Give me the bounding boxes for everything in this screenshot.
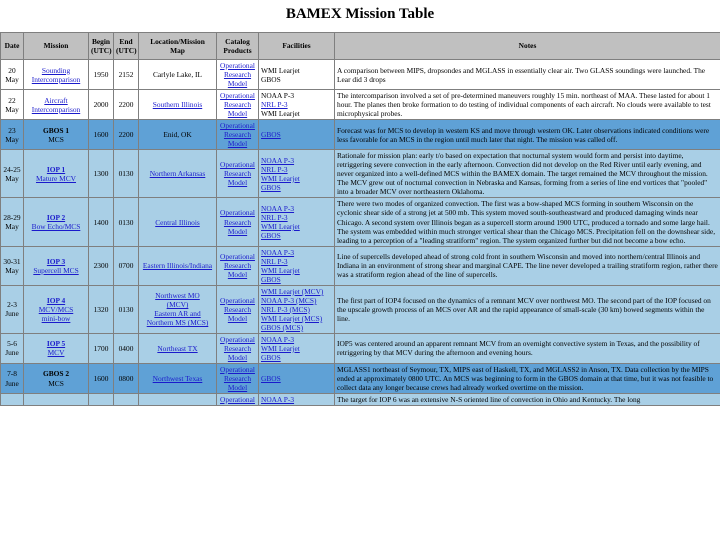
facilities-cell: NOAA P-3 NRL P-3 WMI Learjet xyxy=(259,90,335,120)
catalog-link[interactable]: Operational Research Model xyxy=(219,296,256,323)
table-row xyxy=(1,246,720,285)
table-row xyxy=(1,60,720,90)
notes-cell: There were two modes of organized convection. The first was a bow-shaped MCS forming in southern Wisconsin on the cyclonic shear side of a strong jet at 500 mb. This system moved south-southeastward and produced damaging winds near Chicago. A second system over Illinois began as a supercell storm around 1900 UTC, produced a tornado and some large hail. The system was embedded within much stronger vertical shear than the Chicago MCS. Precipitation fell on the downshear side, leading to a perception of a "leading stratiform" region. The system organized further but did not become a bow echo. xyxy=(335,198,720,246)
col-header-end: End (UTC) xyxy=(114,33,139,60)
facility-link[interactable]: NRL P-3 xyxy=(261,213,332,222)
date-cell: 5-6 June xyxy=(1,333,24,363)
facility-link[interactable]: NRL P-3 xyxy=(261,100,332,109)
location-cell xyxy=(139,90,217,120)
location-map-link[interactable]: Northern Arkansas xyxy=(150,169,206,178)
facilities-cell xyxy=(259,363,335,393)
location-cell xyxy=(139,333,217,363)
location-cell: Enid, OK xyxy=(139,120,217,150)
table-row xyxy=(1,363,720,393)
date-cell: 28-29 May xyxy=(1,198,24,246)
mission-link[interactable]: mini-bow xyxy=(26,314,86,323)
notes-cell: The first part of IOP4 focused on the dynamics of a remnant MCV over northwest MO. The second part of the IOP focused on the upscale growth process of an MCS over AR and the rapid appearance of small-scale (30 km) bowed segments within the line. xyxy=(335,285,720,333)
date-cell xyxy=(1,394,24,406)
facility-link[interactable]: WMI Learjet xyxy=(261,266,332,275)
location-cell xyxy=(139,394,217,406)
table-row xyxy=(1,333,720,363)
table-row xyxy=(1,394,720,406)
catalog-cell xyxy=(217,90,259,120)
catalog-link[interactable]: Operational Research Model xyxy=(219,252,256,279)
catalog-cell xyxy=(217,285,259,333)
end-cell: 0130 xyxy=(114,285,139,333)
col-header-mission: Mission xyxy=(24,33,89,60)
mission-cell xyxy=(24,198,89,246)
location-cell xyxy=(139,246,217,285)
end-cell xyxy=(114,394,139,406)
table-row xyxy=(1,198,720,246)
mission-cell xyxy=(24,394,89,406)
facility-link[interactable]: WMI Learjet xyxy=(261,344,332,353)
location-map-link[interactable]: (MCV) xyxy=(141,300,214,309)
notes-cell: IOP5 was centered around an apparent remnant MCV from an overnight convective system in Texas, and the possibility of retriggering by that MCV during the afternoon and evening hours. xyxy=(335,333,720,363)
notes-cell: The intercomparison involved a set of pre-determined maneuvers roughly 15 min. northeast of MAA. These lasted for about 1 hour. The planes then broke formation to do testing of individual components of each aircraft. No clouds were available to test microphysical probes. xyxy=(335,90,720,120)
begin-cell: 1700 xyxy=(89,333,114,363)
col-header-date: Date xyxy=(1,33,24,60)
catalog-link[interactable]: Operational Research Model xyxy=(219,335,256,362)
mission-cell xyxy=(24,333,89,363)
catalog-cell xyxy=(217,198,259,246)
catalog-link[interactable]: Operational Research Model xyxy=(219,208,256,235)
facility-link[interactable]: NOAA P-3 (MCS) xyxy=(261,296,332,305)
facility-link[interactable]: GBOS xyxy=(261,130,332,139)
catalog-cell xyxy=(217,60,259,90)
location-map-link[interactable]: Northwest Texas xyxy=(153,374,203,383)
catalog-link[interactable]: Operational Research Model xyxy=(219,91,256,118)
mission-link[interactable]: IOP 4 xyxy=(26,296,86,305)
facility-link[interactable]: WMI Learjet (MCS) xyxy=(261,314,332,323)
end-cell: 0130 xyxy=(114,198,139,246)
col-header-location: Location/Mission Map xyxy=(139,33,217,60)
location-cell xyxy=(139,150,217,198)
facility-link[interactable]: NRL P-3 xyxy=(261,165,332,174)
end-cell: 0700 xyxy=(114,246,139,285)
catalog-link[interactable]: Operational xyxy=(219,395,256,404)
date-cell: 24-25 May xyxy=(1,150,24,198)
facility-link[interactable]: NOAA P-3 xyxy=(261,156,332,165)
facility-link[interactable]: GBOS xyxy=(261,374,332,383)
date-cell: 2-3 June xyxy=(1,285,24,333)
begin-cell: 1600 xyxy=(89,120,114,150)
facility-link[interactable]: GBOS (MCS) xyxy=(261,323,332,332)
col-header-notes: Notes xyxy=(335,33,720,60)
begin-cell: 1600 xyxy=(89,363,114,393)
location-map-link[interactable]: Northwest MO xyxy=(141,291,214,300)
mission-link[interactable]: Bow Echo/MCS xyxy=(26,222,86,231)
mission-link[interactable]: IOP 2 xyxy=(26,213,86,222)
begin-cell xyxy=(89,394,114,406)
end-cell: 2152 xyxy=(114,60,139,90)
location-cell xyxy=(139,363,217,393)
notes-cell: The target for IOP 6 was an extensive N-S oriented line of convection in Ohio and Kentucky. The long xyxy=(335,394,720,406)
facility-link[interactable]: WMI Learjet xyxy=(261,174,332,183)
notes-cell: Line of supercells developed ahead of strong cold front in southern Wisconsin and moved into northern/central Illinois and Indiana in an environment of strong shear and marginal CAPE. The line never developed a trailing stratiform region, rather there was a stratiform region ahead of the line of supercells. xyxy=(335,246,720,285)
table-row xyxy=(1,285,720,333)
mission-table xyxy=(0,32,720,406)
mission-link[interactable]: IOP 5 xyxy=(26,339,86,348)
begin-cell: 2300 xyxy=(89,246,114,285)
catalog-link[interactable]: Operational Research Model xyxy=(219,121,256,148)
table-row xyxy=(1,150,720,198)
end-cell: 2200 xyxy=(114,90,139,120)
end-cell: 0130 xyxy=(114,150,139,198)
mission-link[interactable]: IOP 1 xyxy=(26,165,86,174)
location-cell xyxy=(139,285,217,333)
mission-cell: GBOS 2 MCS xyxy=(24,363,89,393)
facility-link[interactable]: NOAA P-3 xyxy=(261,335,332,344)
location-cell xyxy=(139,198,217,246)
facilities-cell xyxy=(259,246,335,285)
mission-link[interactable]: MCV/MCS xyxy=(26,305,86,314)
mission-link[interactable]: Mature MCV xyxy=(26,174,86,183)
catalog-link[interactable]: Operational Research Model xyxy=(219,61,256,88)
catalog-cell xyxy=(217,333,259,363)
table-row xyxy=(1,120,720,150)
catalog-cell xyxy=(217,246,259,285)
table-row xyxy=(1,90,720,120)
facility-link[interactable]: GBOS xyxy=(261,275,332,284)
location-map-link[interactable]: Central Illinois xyxy=(155,218,200,227)
location-map-link[interactable]: Eastern Illinois/Indiana xyxy=(143,261,212,270)
catalog-cell xyxy=(217,150,259,198)
begin-cell: 1320 xyxy=(89,285,114,333)
col-header-begin: Begin (UTC) xyxy=(89,33,114,60)
mission-link[interactable]: IOP 3 xyxy=(26,257,86,266)
location-map-link[interactable]: Northeast TX xyxy=(157,344,197,353)
mission-cell xyxy=(24,90,89,120)
mission-link[interactable]: Intercomparison xyxy=(26,75,86,84)
facility-link[interactable]: NOAA P-3 xyxy=(261,204,332,213)
facility-link[interactable]: WMI Learjet xyxy=(261,222,332,231)
facility-link[interactable]: GBOS xyxy=(261,183,332,192)
date-cell: 20 May xyxy=(1,60,24,90)
mission-link[interactable]: Sounding xyxy=(26,66,86,75)
end-cell: 0400 xyxy=(114,333,139,363)
notes-cell: MGLASS1 northeast of Seymour, TX, MIPS east of Haskell, TX, and MGLASS2 in Anson, TX. Data collection by the MIPS ended at approximately 0800 UTC. An MCS was beginning to form in the GBOS domain at that time, but it was not feasible to collect data any longer because crews had already worked overtime on the mission. xyxy=(335,363,720,393)
mission-link[interactable]: Intercomparison xyxy=(26,105,86,114)
location-map-link[interactable]: Eastern AR and xyxy=(141,309,214,318)
mission-link[interactable]: Aircraft xyxy=(26,96,86,105)
facility-link[interactable]: WMI Learjet (MCV) xyxy=(261,287,332,296)
facilities-cell: WMI Learjet GBOS xyxy=(259,60,335,90)
begin-cell: 1400 xyxy=(89,198,114,246)
mission-link[interactable]: MCV xyxy=(26,348,86,357)
facility-link[interactable]: GBOS xyxy=(261,231,332,240)
notes-cell: Forecast was for MCS to develop in western KS and move through western OK. Later observations indicated conditions were less favorable for an MCS in the region until much later that night. The mission was called off. xyxy=(335,120,720,150)
mission-link[interactable]: Supercell MCS xyxy=(26,266,86,275)
facilities-cell xyxy=(259,198,335,246)
facilities-cell xyxy=(259,120,335,150)
catalog-cell xyxy=(217,394,259,406)
location-map-link[interactable]: Southern Illinois xyxy=(153,100,202,109)
facility-link[interactable]: NOAA P-3 xyxy=(261,395,332,404)
begin-cell: 1950 xyxy=(89,60,114,90)
notes-cell: A comparison between MIPS, dropsondes and MGLASS in essentially clear air. Two GLASS soundings were launched. The Lear did 3 drops xyxy=(335,60,720,90)
table-header-row xyxy=(1,33,720,60)
catalog-cell xyxy=(217,120,259,150)
facilities-cell xyxy=(259,394,335,406)
facility-link[interactable]: NRL P-3 xyxy=(261,257,332,266)
mission-cell xyxy=(24,246,89,285)
location-map-link[interactable]: Northern MS (MCS) xyxy=(141,318,214,327)
mission-cell xyxy=(24,150,89,198)
facilities-cell xyxy=(259,150,335,198)
catalog-cell xyxy=(217,363,259,393)
notes-cell: Rationale for mission plan: early t/o based on expectation that nocturnal system would form and persist into daytime, retriggering severe convection in the early afternoon. Convection did not develop on the Red River until early evening, and never organized into a well-defined MCS within the BAMEX domain. The target remained the MCV throughout the mission. The MCV grew out of nocturnal convection in Nebraska and Kansas, forming from a series of line end vortices that "pooled" into a broader MCV over northeastern Oklahoma. xyxy=(335,150,720,198)
location-cell: Carlyle Lake, IL xyxy=(139,60,217,90)
mission-cell: GBOS 1 MCS xyxy=(24,120,89,150)
catalog-link[interactable]: Operational Research Model xyxy=(219,365,256,392)
facilities-cell xyxy=(259,285,335,333)
end-cell: 2200 xyxy=(114,120,139,150)
end-cell: 0800 xyxy=(114,363,139,393)
mission-cell xyxy=(24,60,89,90)
date-cell: 30-31 May xyxy=(1,246,24,285)
facilities-cell xyxy=(259,333,335,363)
facility-link[interactable]: NOAA P-3 xyxy=(261,248,332,257)
catalog-link[interactable]: Operational Research Model xyxy=(219,160,256,187)
date-cell: 22 May xyxy=(1,90,24,120)
date-cell: 23 May xyxy=(1,120,24,150)
col-header-catalog: Catalog Products xyxy=(217,33,259,60)
facility-link[interactable]: GBOS xyxy=(261,353,332,362)
facility-link[interactable]: NRL P-3 (MCS) xyxy=(261,305,332,314)
begin-cell: 2000 xyxy=(89,90,114,120)
page-title: BAMEX Mission Table xyxy=(0,5,720,32)
mission-cell xyxy=(24,285,89,333)
date-cell: 7-8 June xyxy=(1,363,24,393)
begin-cell: 1300 xyxy=(89,150,114,198)
col-header-facilities: Facilities xyxy=(259,33,335,60)
